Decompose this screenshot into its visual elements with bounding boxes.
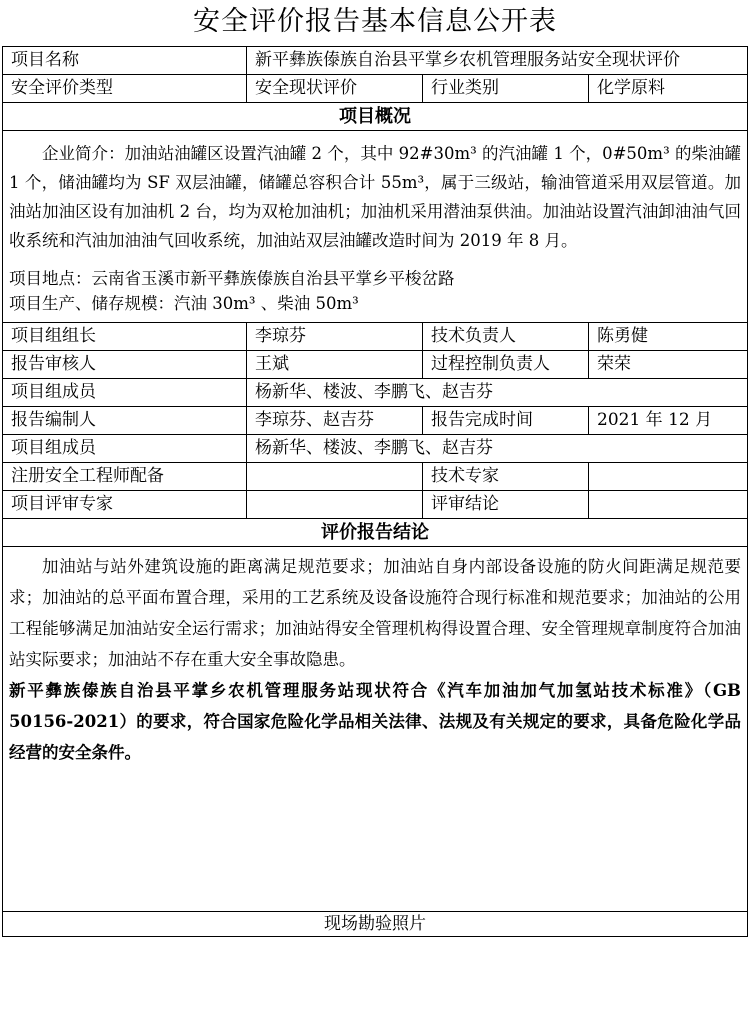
process-lead-label: 过程控制负责人	[423, 351, 589, 379]
info-table	[2, 46, 748, 937]
document-title: 安全评价报告基本信息公开表	[193, 6, 557, 37]
industry-value: 化学原料	[589, 75, 748, 103]
review-result-value	[589, 491, 748, 519]
completion-label: 报告完成时间	[423, 407, 589, 435]
tech-expert-value	[589, 463, 748, 491]
project-location: 项目地点：云南省玉溪市新平彝族傣族自治县平掌乡平梭岔路	[9, 269, 455, 288]
overview-section	[3, 131, 748, 323]
leader-value: 李琼芬	[247, 323, 423, 351]
project-name-value: 新平彝族傣族自治县平掌乡农机管理服务站安全现状评价	[247, 47, 748, 75]
reviewer-value: 王斌	[247, 351, 423, 379]
engineer-value	[247, 463, 423, 491]
industry-label: 行业类别	[423, 75, 589, 103]
author-label: 报告编制人	[3, 407, 247, 435]
members-value-2: 杨新华、楼波、李鹏飞、赵吉芬	[247, 435, 748, 463]
review-experts-label: 项目评审专家	[3, 491, 247, 519]
eval-type-label: 安全评价类型	[3, 75, 247, 103]
members-row	[3, 379, 748, 407]
conclusion-header: 评价报告结论	[3, 519, 748, 547]
engineer-label: 注册安全工程师配备	[3, 463, 247, 491]
experts-row	[3, 491, 748, 519]
process-lead-value: 荣荣	[589, 351, 748, 379]
author-row	[3, 407, 748, 435]
author-value: 李琼芬、赵吉芬	[247, 407, 423, 435]
project-name-label: 项目名称	[3, 47, 247, 75]
overview-header: 项目概况	[3, 103, 748, 131]
members-label: 项目组成员	[3, 379, 247, 407]
tech-lead-label: 技术负责人	[423, 323, 589, 351]
project-name-row	[3, 47, 748, 75]
company-intro: 企业简介：加油站油罐区设置汽油罐 2 个，其中 92#30m³ 的汽油罐 1 个，0#50m³ 的柴油罐 1 个，储油罐均为 SF 双层油罐，储罐总容积合计 55m³，属于三级站，输油管道采用双层管道。加油站加油区设有加油机 2 台，均为双枪加油机；加油机采用潜油泵供油。加油站设置汽油卸油油气回收系统和汽油加油油气回收系统，加油站双层油罐改造时间为 2019 年 8 月。	[9, 144, 742, 250]
leader-row	[3, 323, 748, 351]
members-value: 杨新华、楼波、李鹏飞、赵吉芬	[247, 379, 748, 407]
review-result-label: 评审结论	[423, 491, 589, 519]
project-scale: 项目生产、储存规模：汽油 30m³ 、柴油 50m³	[9, 294, 359, 313]
members-row-2	[3, 435, 748, 463]
tech-lead-value: 陈勇健	[589, 323, 748, 351]
eval-type-value: 安全现状评价	[247, 75, 423, 103]
conclusion-bold-statement: 新平彝族傣族自治县平掌乡农机管理服务站现状符合《汽车加油加气加氢站技术标准》（GB 50156-2021）的要求，符合国家危险化学品相关法律、法规及有关规定的要求，具备危险化学品经营的安全条件。	[9, 681, 742, 762]
eval-type-row	[3, 75, 748, 103]
review-experts-value	[247, 491, 423, 519]
reviewer-label: 报告审核人	[3, 351, 247, 379]
reviewer-row	[3, 351, 748, 379]
site-photos-header: 现场勘验照片	[3, 912, 748, 937]
tech-expert-label: 技术专家	[423, 463, 589, 491]
leader-label: 项目组组长	[3, 323, 247, 351]
engineer-row	[3, 463, 748, 491]
members-label-2: 项目组成员	[3, 435, 247, 463]
completion-value: 2021 年 12 月	[589, 407, 748, 435]
conclusion-text: 加油站与站外建筑设施的距离满足规范要求；加油站自身内部设备设施的防火间距满足规范要求；加油站的总平面布置合理，采用的工艺系统及设备设施符合现行标准和规范要求；加油站的公用工程能够满足加油站安全运行需求；加油站得安全管理机构得设置合理、安全管理规章制度符合加油站实际要求；加油站不存在重大安全事故隐患。	[9, 557, 742, 669]
conclusion-section	[3, 547, 748, 912]
